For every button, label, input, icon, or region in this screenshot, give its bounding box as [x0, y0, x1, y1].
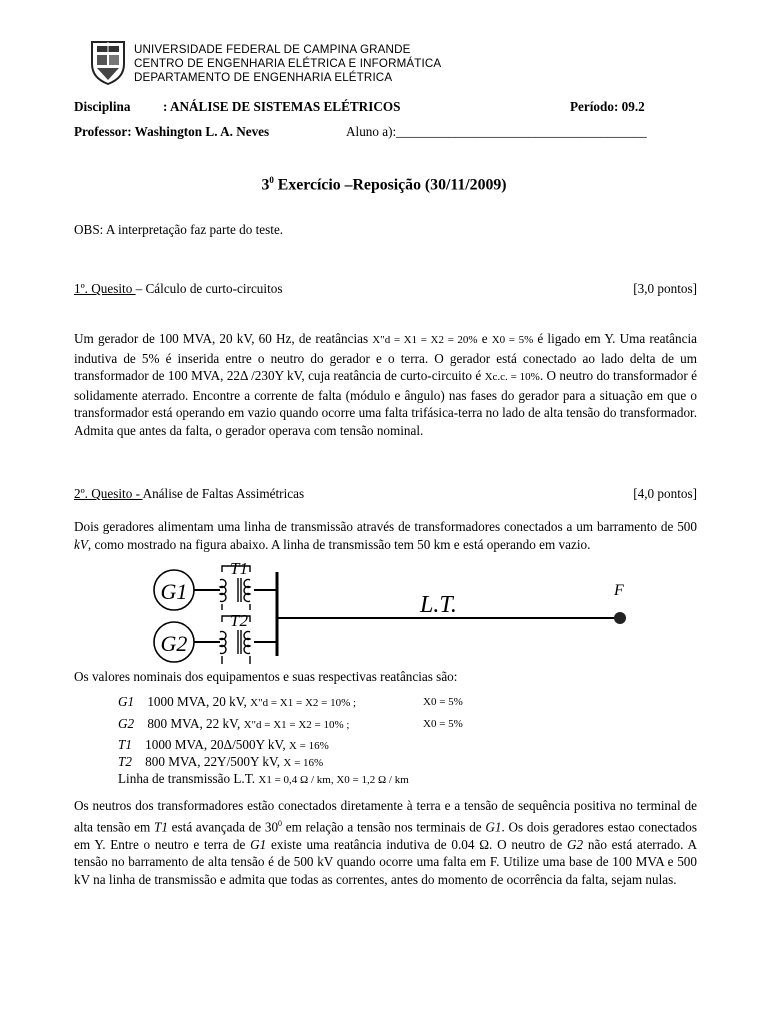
student-field[interactable]: Aluno a):______________________________________: [346, 124, 647, 139]
t2-name: T2: [118, 754, 132, 769]
t2-eq: X = 16%: [283, 757, 324, 769]
title-sup: 0: [269, 175, 274, 185]
exercise-title: [0, 175, 768, 194]
q2-heading-row: [74, 486, 697, 502]
discipline-value: : ANÁLISE DE SISTEMAS ELÉTRICOS: [163, 99, 401, 114]
item-lt: [118, 771, 409, 787]
item-t2: [118, 754, 323, 770]
generator-g2: [154, 622, 194, 662]
final-sup: 0: [278, 818, 283, 828]
g2-eq1: X"d = X1 = X2 = 10% ;: [243, 719, 350, 731]
q2-intro-b: , como mostrado na figura abaixo. A linha de transmissão tem 50 km e está operando em vazio.: [87, 536, 591, 552]
one-line-diagram: [150, 556, 630, 668]
final-t1: T1: [154, 818, 168, 834]
q1-text-3: é ligado em Y. Uma reatância indutiva de 5% é inserida entre o neutro do gerador e o terra. O gerador está conectado ao lado delta de um transformador de 100 MVA, 22Δ /230Y kV, cuja reatância de curto-circuito é: [74, 331, 697, 384]
q1-heading-row: [74, 281, 697, 297]
t1-label: T1: [230, 559, 248, 578]
fault-point: [614, 612, 626, 624]
q1-points: [3,0 pontos]: [633, 281, 697, 296]
period: Período: 09.2: [570, 99, 645, 114]
q2-points: [4,0 pontos]: [633, 486, 697, 501]
g2-label: G2: [160, 631, 188, 656]
final-c: em relação a tensão nos terminais de: [282, 818, 486, 834]
q1-text-4: . O neutro do transformador é solidamente aterrado. Encontre a corrente de falta (módulo e ângulo) nas fases do gerador para a situação em que o transformador está operando em vazio quando ocorre uma falta trifásica-terra no lado de alta tensão do transformador. Admita que antes da falta, o gerador operava com tensão nominal.: [74, 368, 697, 438]
final-f: não está aterrado. A tensão no barramento de alta tensão é de 500 kV quando ocorre uma falta em F. Utilize uma base de 100 MVA e 500 kV na linha de transmissão e admita que todas as correntes, antes do momento de ocorrência da falta, sejam nulas.: [74, 836, 697, 887]
discipline-label: Disciplina: [74, 99, 131, 114]
institution-line-2: CENTRO DE ENGENHARIA ELÉTRICA E INFORMÁTICA: [134, 57, 442, 70]
professor-label: Professor: [74, 124, 128, 139]
final-a: Os neutros dos transformadores estão conectados diretamente à terra e a tensão de sequência positiva no terminal de alta tensão em: [74, 798, 697, 834]
lt-eq: X1 = 0,4 Ω / km, X0 = 1,2 Ω / km: [258, 774, 409, 786]
q2-intro-kv: kV: [74, 536, 88, 552]
final-g1: G1: [485, 818, 502, 834]
q1-subtitle: – Cálculo de curto-circuitos: [135, 281, 283, 296]
q2-final-text: [74, 797, 697, 888]
g1-eq1: X"d = X1 = X2 = 10% ;: [250, 697, 357, 709]
q1-eq-x0: X0 = 5%: [491, 334, 534, 346]
q2-subtitle: Análise de Faltas Assimétricas: [142, 486, 305, 501]
q2-heading: 2º. Quesito -: [74, 486, 143, 501]
q2-intro-a: Dois geradores alimentam uma linha de transmissão através de transformadores conectados a um barramento de 500: [74, 519, 697, 534]
q1-text-2: e: [477, 331, 492, 346]
institution-line-1: UNIVERSIDADE FEDERAL DE CAMPINA GRANDE: [134, 43, 411, 56]
g1-label: G1: [160, 579, 188, 604]
final-g2: G2: [567, 836, 584, 852]
q1-text-1: Um gerador de 100 MVA, 20 kV, 60 Hz, de reatâncias: [74, 331, 373, 346]
generator-g1: [154, 570, 194, 610]
lt-text: Linha de transmissão L.T.: [118, 771, 259, 786]
lt-label: L.T.: [420, 592, 457, 618]
obs-note: OBS: A interpretação faz parte do teste.: [74, 222, 284, 237]
q2-intro: [74, 518, 697, 553]
final-e: existe uma reatância indutiva de 0.04 Ω. O neutro de: [266, 836, 568, 852]
t2-text: 800 MVA, 22Y/500Y kV,: [145, 754, 284, 769]
q1-text: [74, 330, 697, 440]
t1-eq: X = 16%: [288, 740, 329, 752]
item-g1: [118, 694, 356, 710]
title-text: Exercício –Reposição (30/11/2009): [273, 176, 507, 194]
g2-text: 800 MVA, 22 kV,: [147, 716, 244, 731]
t1-name: T1: [118, 737, 132, 752]
t1-text: 1000 MVA, 20Δ/500Y kV,: [145, 737, 289, 752]
title-number: 3: [261, 176, 270, 194]
item-t1: [118, 737, 329, 753]
q1-heading: 1º. Quesito: [74, 281, 136, 296]
g1-eq2: X0 = 5%: [423, 696, 463, 708]
university-logo: [88, 38, 128, 86]
q1-eq-reactances: X"d = X1 = X2 = 20%: [372, 334, 478, 346]
final-d: . Os dois geradores estao conectados em Y. Entre o neutro e terra de: [74, 818, 697, 852]
values-intro: Os valores nominais dos equipamentos e suas respectivas reatâncias são:: [74, 669, 458, 684]
g2-name: G2: [118, 716, 135, 731]
professor-row: [74, 124, 269, 140]
t2-label: T2: [230, 611, 248, 630]
final-b: está avançada de 30: [167, 818, 279, 834]
fault-label: F: [614, 582, 624, 599]
professor-value: : Washington L. A. Neves: [127, 124, 270, 139]
final-g1b: G1: [250, 836, 267, 852]
item-g2: [118, 716, 349, 732]
g2-eq2: X0 = 5%: [423, 718, 463, 730]
g1-text: 1000 MVA, 20 kV,: [147, 694, 251, 709]
institution-line-3: DEPARTAMENTO DE ENGENHARIA ELÉTRICA: [134, 71, 393, 84]
g1-name: G1: [118, 694, 135, 709]
q1-eq-xcc: Xc.c. = 10%: [484, 371, 540, 384]
